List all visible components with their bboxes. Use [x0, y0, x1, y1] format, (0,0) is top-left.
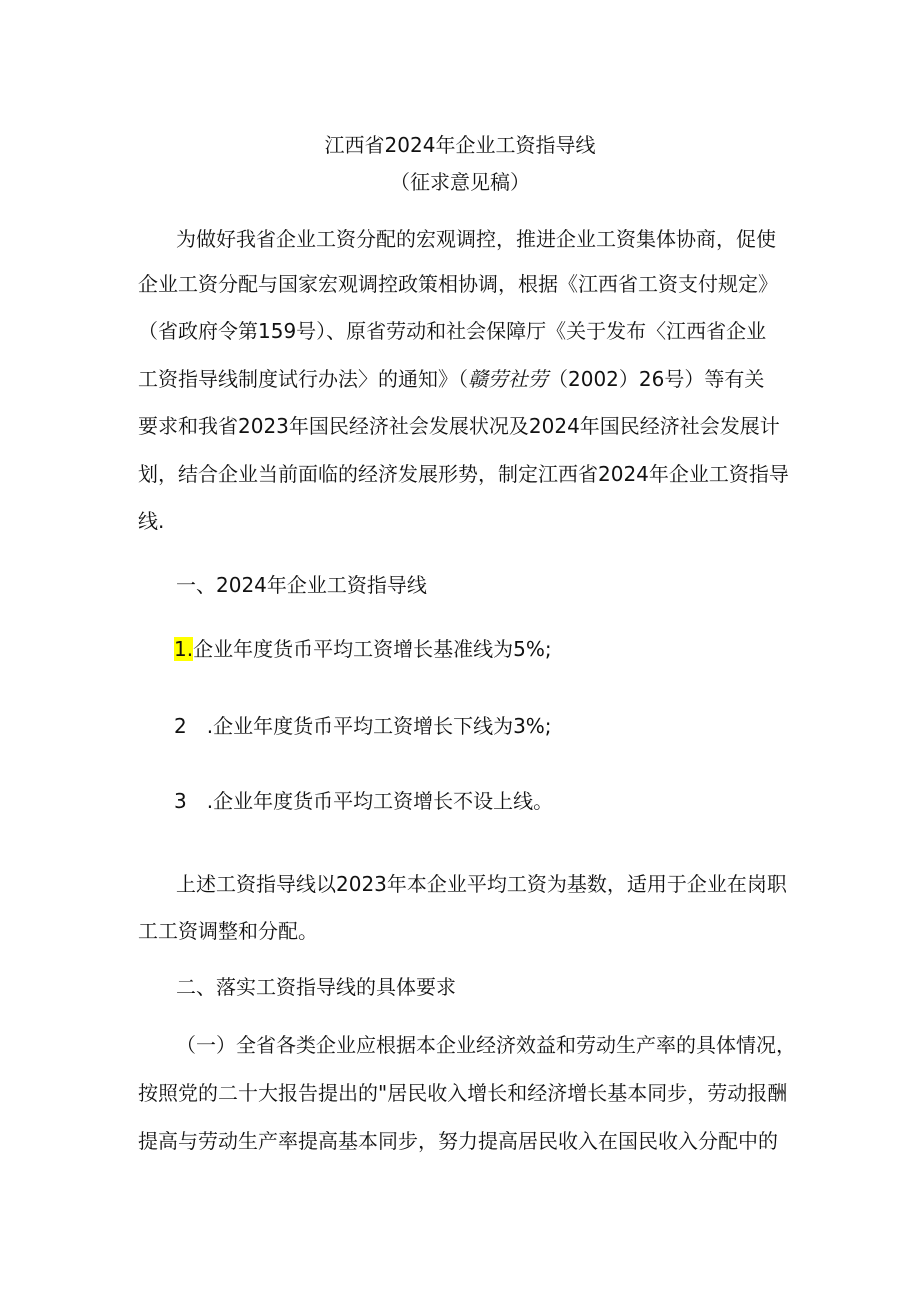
document-subtitle: （征求意见稿） [390, 170, 530, 194]
intro-line: 划，结合企业当前面临的经济发展形势，制定江西省2024年企业工资指导 [138, 462, 789, 486]
intro-text: （2002）26号）等有关 [548, 367, 765, 391]
intro-line: 线. [138, 509, 165, 533]
note-line: 上述工资指导线以2023年本企业平均工资为基数，适用于企业在岗职 [176, 872, 787, 896]
para-line: 提高与劳动生产率提高基本同步，努力提高居民收入在国民收入分配中的 [138, 1129, 778, 1153]
list-item [174, 636, 834, 662]
section-heading: 一、2024年企业工资指导线 [176, 573, 427, 597]
intro-line [138, 366, 798, 392]
document-number-reference: 赣劳社劳 [468, 367, 548, 391]
highlighted-number: 1. [174, 637, 194, 661]
section-heading: 二、落实工资指导线的具体要求 [176, 975, 456, 999]
intro-line: 要求和我省2023年国民经济社会发展状况及2024年国民经济社会发展计 [138, 414, 780, 438]
document-title: 江西省2024年企业工资指导线 [324, 133, 596, 157]
intro-text: 工资指导线制度试行办法〉的通知》（ [138, 367, 468, 391]
intro-line: 为做好我省企业工资分配的宏观调控，推进企业工资集体协商，促使 [176, 227, 776, 251]
list-item-text: 企业年度货币平均工资增长基准线为5%; [193, 637, 552, 661]
list-item: 3 .企业年度货币平均工资增长不设上线。 [174, 789, 554, 813]
para-line: （一）全省各类企业应根据本企业经济效益和劳动生产率的具体情况， [176, 1033, 796, 1057]
intro-line: 企业工资分配与国家宏观调控政策相协调，根据《江西省工资支付规定》 [138, 272, 778, 296]
list-item: 2 .企业年度货币平均工资增长下线为3%; [174, 714, 552, 738]
note-line: 工工资调整和分配。 [138, 919, 318, 943]
para-line: 按照党的二十大报告提出的"居民收入增长和经济增长基本同步，劳动报酬 [138, 1081, 788, 1105]
intro-line: （省政府令第159号）、原省劳动和社会保障厅《关于发布〈江西省企业 [138, 319, 767, 343]
